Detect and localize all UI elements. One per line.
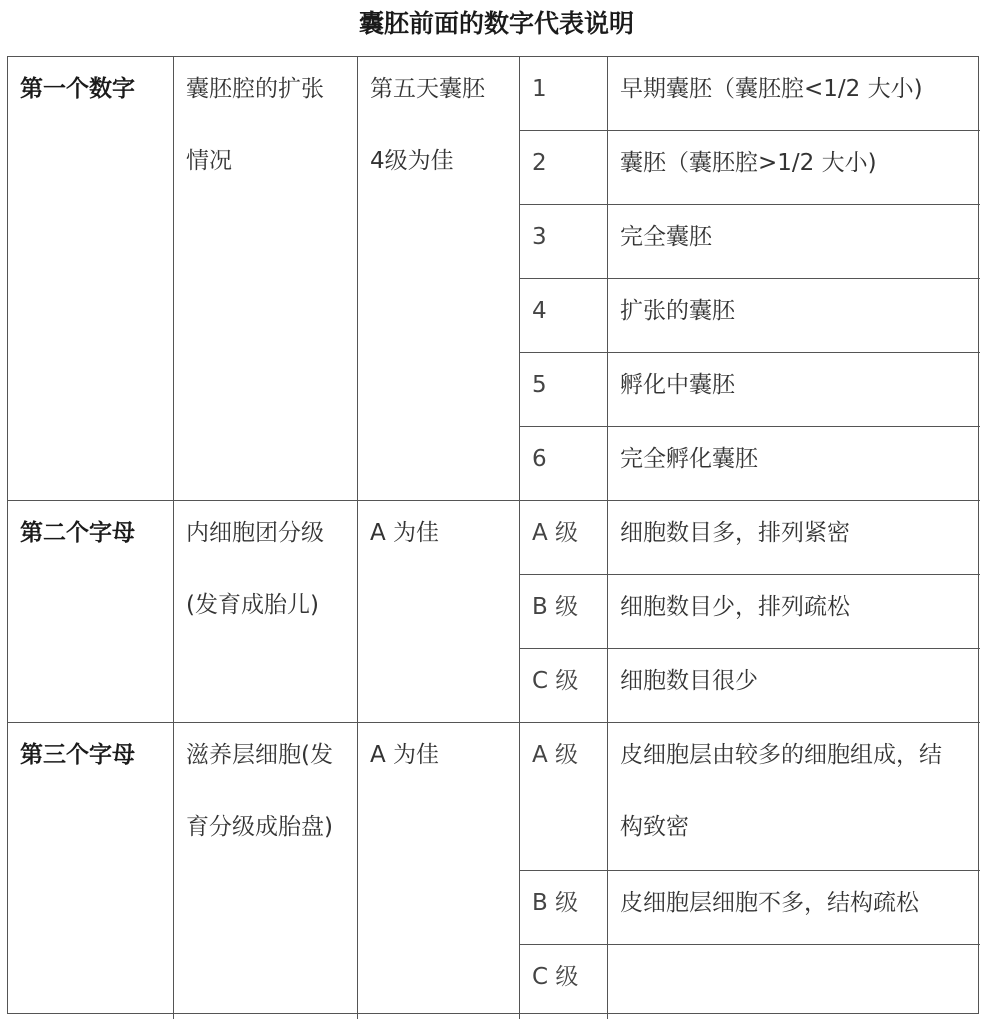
section-1-best-line-2: 4级为佳 — [370, 148, 454, 174]
grade-description: 囊胚（囊胚腔>1/2 大小) — [608, 131, 980, 205]
embryo-grading-table — [7, 56, 979, 1014]
grade-description: 早期囊胚（囊胚腔<1/2 大小) — [608, 57, 980, 131]
section-2-description — [174, 501, 358, 723]
grade-cell: B 级 — [520, 871, 608, 945]
section-2-best-line-1: A 为佳 — [370, 520, 440, 546]
section-1-description-line-1: 囊胚腔的扩张 — [186, 76, 324, 102]
grade-description: 扩张的囊胚 — [608, 279, 980, 353]
section-2-best — [358, 501, 520, 723]
section-3-description-line-2: 育分级成胎盘) — [186, 814, 333, 840]
section-3-best-line-1: A 为佳 — [370, 742, 440, 768]
grade-description: 孵化中囊胚 — [608, 353, 980, 427]
grade-cell: A 级 — [520, 723, 608, 871]
section-3-description — [174, 723, 358, 1019]
grade-description-line-2: 构致密 — [620, 814, 689, 840]
grade-description — [608, 945, 980, 1019]
grade-cell: 6 — [520, 427, 608, 501]
grade-description: 完全囊胚 — [608, 205, 980, 279]
grade-description: 皮细胞层细胞不多，结构疏松 — [608, 871, 980, 945]
grade-cell: A 级 — [520, 501, 608, 575]
grade-description: 细胞数目少，排列疏松 — [608, 575, 980, 649]
section-1-description — [174, 57, 358, 501]
section-2-name: 第二个字母 — [8, 501, 174, 723]
section-2-description-line-2: (发育成胎儿) — [186, 592, 319, 618]
section-1-best — [358, 57, 520, 501]
grade-description: 完全孵化囊胚 — [608, 427, 980, 501]
section-1-best-line-1: 第五天囊胚 — [370, 76, 485, 102]
grade-description: 细胞数目很少 — [608, 649, 980, 723]
grade-description — [608, 723, 980, 871]
grade-cell: 1 — [520, 57, 608, 131]
grade-cell: C 级 — [520, 945, 608, 1019]
section-1-description-line-2: 情况 — [186, 148, 232, 174]
page-title: 囊胚前面的数字代表说明 — [358, 9, 634, 38]
grade-cell: 3 — [520, 205, 608, 279]
section-3-description-line-1: 滋养层细胞(发 — [186, 742, 333, 768]
grade-description: 细胞数目多，排列紧密 — [608, 501, 980, 575]
section-3-name: 第三个字母 — [8, 723, 174, 1019]
grade-cell: 5 — [520, 353, 608, 427]
grade-cell: 4 — [520, 279, 608, 353]
section-3-best — [358, 723, 520, 1019]
section-2-description-line-1: 内细胞团分级 — [186, 520, 324, 546]
grade-cell: 2 — [520, 131, 608, 205]
grade-cell: C 级 — [520, 649, 608, 723]
grade-cell: B 级 — [520, 575, 608, 649]
section-1-name: 第一个数字 — [8, 57, 174, 501]
grade-description-line-1: 皮细胞层由较多的细胞组成，结 — [620, 742, 942, 768]
